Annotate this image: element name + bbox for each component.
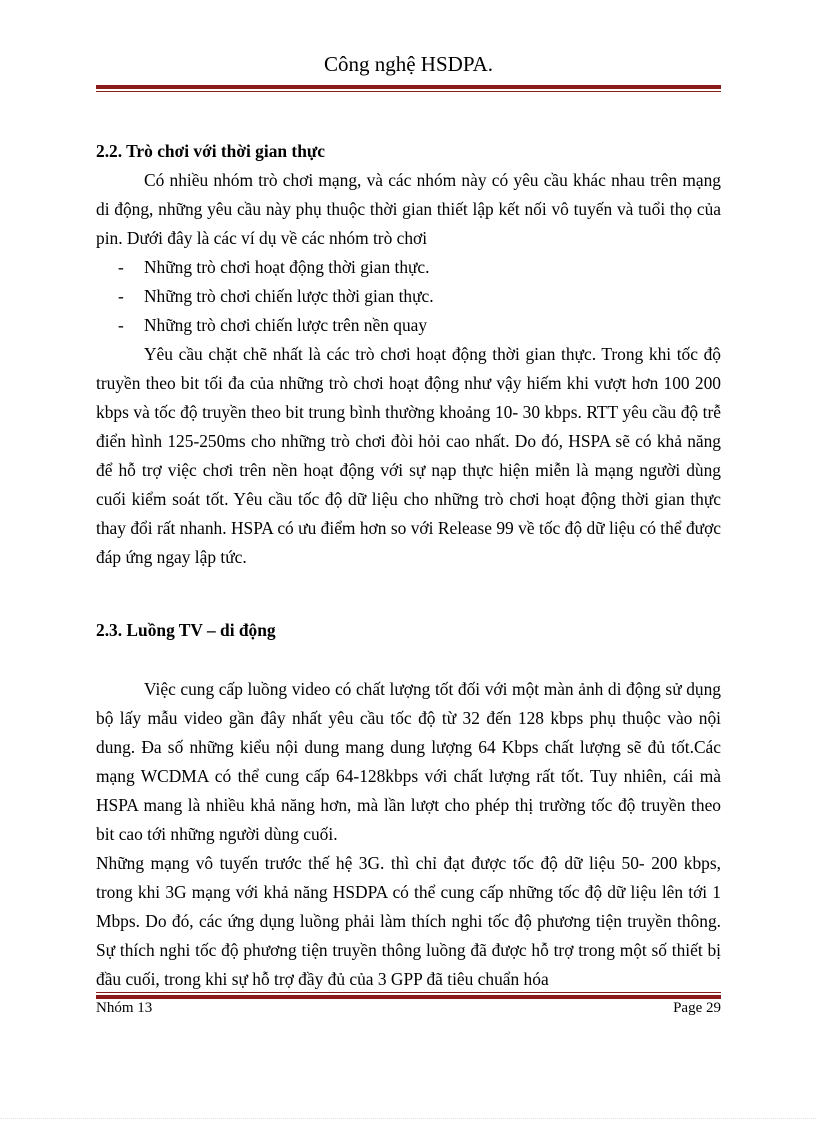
page-content (96, 137, 721, 994)
footer-group-name: Nhóm 13 (96, 1000, 153, 1016)
footer-page-number: Page 29 (673, 1000, 721, 1016)
list-item: - Những trò chơi chiến lược trên nền quay (118, 315, 428, 335)
section-heading-2-3: 2.3. Luồng TV – di động (96, 620, 276, 640)
section-heading-2-2: 2.2. Trò chơi với thời gian thực (96, 141, 326, 161)
page-edge-divider (0, 1118, 816, 1119)
section-2-3-para1: Việc cung cấp luồng video có chất lượng tốt đối với một màn ảnh di động sử dụng bộ lấy mẫu video gần đây nhất yêu cầu tốc độ từ 32 đến 128 kbps phụ thuộc vào nội dung. Đa số những kiểu nội dung mang dung lượng 64 Kbps chất lượng sẽ đủ tốt.Các mạng WCDMA có thể cung cấp 64-128kbps với chất lượng rất tốt. Tuy nhiên, cái mà HSPA mang là nhiều khả năng hơn, mà lần lượt cho phép thị trường tốc độ truyền theo bit cao tới những người dùng cuối. (96, 679, 721, 844)
section-2-2-intro: Có nhiều nhóm trò chơi mạng, và các nhóm này có yêu cầu khác nhau trên mạng di động, những yêu cầu này phụ thuộc thời gian thiết lập kết nối vô tuyến và tuổi thọ của pin. Dưới đây là các ví dụ về các nhóm trò chơi (96, 170, 721, 248)
list-item: - Những trò chơi chiến lược thời gian thực. (118, 286, 434, 306)
header-rule (96, 85, 721, 92)
list-item: - Những trò chơi hoạt động thời gian thực. (118, 257, 430, 277)
game-type-list (96, 253, 721, 340)
section-2-3-para2: Những mạng vô tuyến trước thế hệ 3G. thì chỉ đạt được tốc độ dữ liệu 50- 200 kbps, trong khi 3G mạng với khả năng HSDPA có thể cung cấp những tốc độ dữ liệu lên tới 1 Mbps. Do đó, các ứng dụng luồng phải làm thích nghi tốc độ phương tiện truyền thông. Sự thích nghi tốc độ phương tiện truyền thông luồng đã được hỗ trợ trong một số thiết bị đầu cuối, trong khi sự hỗ trợ đầy đủ của 3 GPP đã tiêu chuẩn hóa (96, 853, 721, 989)
section-2-2-body: Yêu cầu chặt chẽ nhất là các trò chơi hoạt động thời gian thực. Trong khi tốc độ truyền theo bit tối đa của những trò chơi hoạt động như vậy hiếm khi vượt hơn 100 200 kbps và tốc độ truyền theo bit trung bình thường khoảng 10- 30 kbps. RTT yêu cầu độ trễ điển hình 125-250ms cho những trò chơi đòi hỏi cao nhất. Do đó, HSPA sẽ có khả năng để hỗ trợ việc chơi trên nền hoạt động với sự nạp thực hiện miễn là mạng người dùng cuối kiểm soát tốt. Yêu cầu tốc độ dữ liệu cho những trò chơi hoạt động thời gian thực thay đổi rất nhanh. HSPA có ưu điểm hơn so với Release 99 về tốc độ dữ liệu có thể được đáp ứng ngay lập tức. (96, 344, 721, 567)
footer-rule (96, 992, 721, 999)
page-header-title: Công nghệ HSDPA. (323, 52, 493, 76)
